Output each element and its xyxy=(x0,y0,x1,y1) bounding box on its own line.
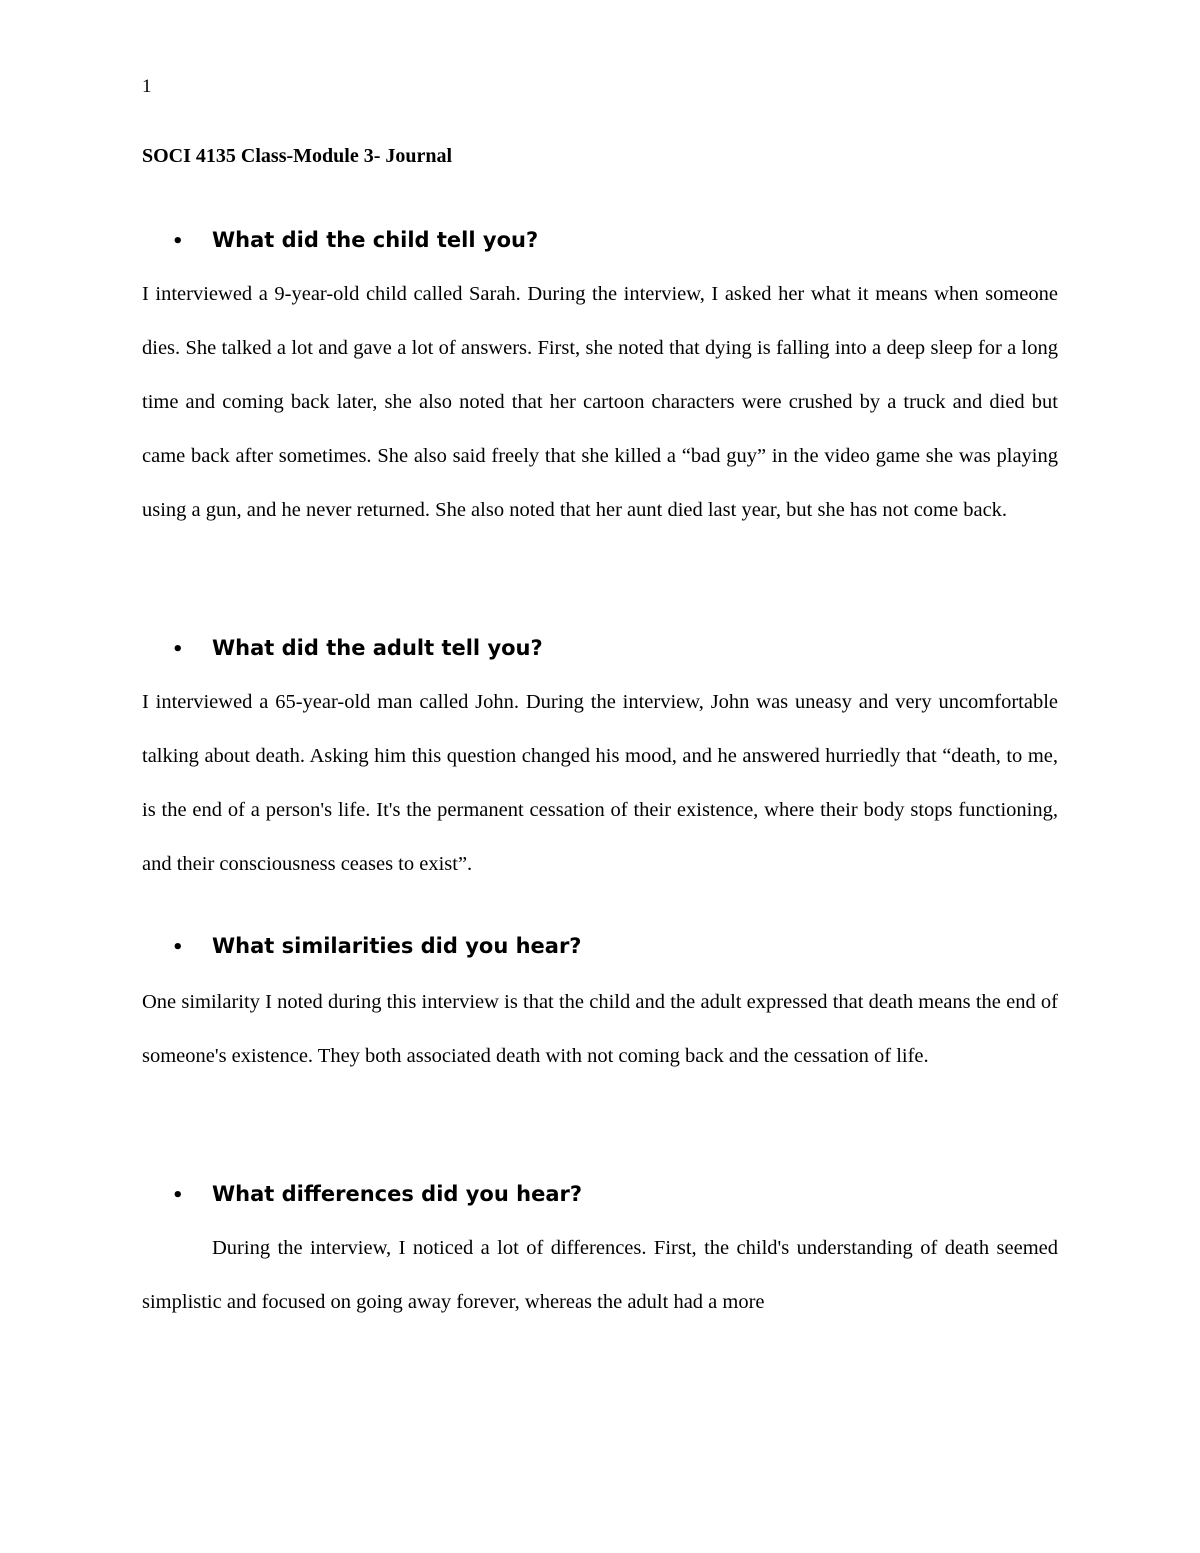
bullet-icon: • xyxy=(172,639,184,660)
document-title: SOCI 4135 Class-Module 3- Journal xyxy=(142,145,453,167)
heading-text: What did the adult tell you? xyxy=(212,636,543,660)
bullet-icon: • xyxy=(172,937,184,958)
section-body-child: I interviewed a 9-year-old child called Sarah. During the interview, I asked her what it means when someone dies. She talked a lot and gave a lot of answers. First, she noted that dying is falling into a deep sleep for a long time and coming back later, she also noted that her cartoon characters were crushed by a truck and died but came back after sometimes. She also said freely that she killed a “bad guy” in the video game she was playing using a gun, and he never returned. She also noted that her aunt died last year, but she has not come back. xyxy=(142,283,1058,521)
section-heading-differences xyxy=(172,1180,1072,1210)
bullet-icon: • xyxy=(172,231,184,252)
page-number: 1 xyxy=(142,76,152,97)
section-body-adult: I interviewed a 65-year-old man called John. During the interview, John was uneasy and very uncomfortable talking about death. Asking him this question changed his mood, and he answered hurriedly that “death, to me, is the end of a person's life. It's the permanent cessation of their existence, where their body stops functioning, and their consciousness ceases to exist”. xyxy=(142,691,1058,875)
heading-text: What did the child tell you? xyxy=(212,228,539,252)
heading-text: What similarities did you hear? xyxy=(212,934,582,958)
bullet-icon: • xyxy=(172,1185,184,1206)
section-heading-adult xyxy=(172,634,1072,664)
section-heading-child xyxy=(172,226,1072,256)
heading-text: What differences did you hear? xyxy=(212,1182,583,1206)
section-heading-similarities xyxy=(172,932,1072,962)
section-body-differences: During the interview, I noticed a lot of differences. First, the child's understanding of death seemed simplistic and focused on going away forever, whereas the adult had a more xyxy=(142,1237,1058,1313)
section-body-similarities: One similarity I noted during this interview is that the child and the adult expressed that death means the end of someone's existence. They both associated death with not coming back and the cessation of life. xyxy=(142,991,1058,1067)
